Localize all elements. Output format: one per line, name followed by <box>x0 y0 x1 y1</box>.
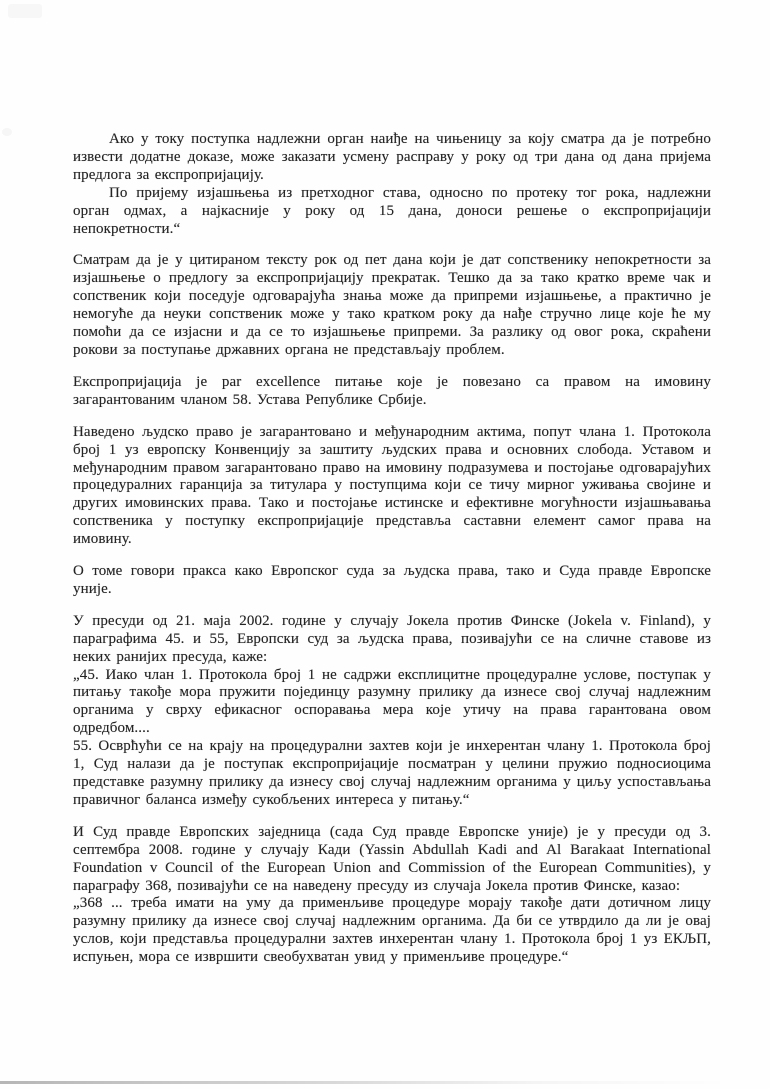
paragraph-kadi-judgment-intro: И Суд правде Европских заједница (сада Суд правде Европске уније) је у пресуди од 3. септембра 2008. године у случају Кади (Yassin Abdullah Kadi and Al Barakaat International Foundation v Council of the European Union and Commission of the European Communities), у параграфу 368, позивајући се на наведену пресуду из случаја Јокела против Финске, казао: <box>73 823 711 894</box>
paragraph-jokela-judgment-intro: У пресуди од 21. маја 2002. године у случају Јокела против Финске (Jokela v. Finland), у параграфима 45. и 55, Европски суд за људска права, позивајући се на сличне ставове из неких ранијих пресуда, каже: <box>73 612 711 665</box>
scan-artifact-line <box>0 1081 770 1084</box>
paragraph-jokela-quote-45: „45. Иако члан 1. Протокола број 1 не садржи експлицитне процедуралне услове, поступак у питању такође мора пружити појединцу разумну прилику да изнесе свој случај надлежним органима у сврху ефикасног оспоравања мера које утичу на права гарантована овом одредбом.... <box>73 666 711 737</box>
paragraph-expropriation-property-right: Експропријација је par excellence питање које је повезано са правом на имовину загарантованим чланом 58. Устава Републике Србије. <box>73 373 711 408</box>
paragraph-commentary-five-day-deadline: Сматрам да је у цитираном тексту рок од пет дана који је дат сопственику непокретности за изјашњење о предлогу за експропријацију прекратак. Тешко да за тако кратко време чак и сопственик који поседује одговарајућа знања може да припреми изјашњење, а практично је немогуће да неуки сопственик може у тако кратком року да нађе стручно лице које ће му помоћи да се изјасни и да се то изјашњење припреми. За разлику од овог рока, скраћени рокови за поступање државних органа не представљају проблем. <box>73 252 711 358</box>
paragraph-international-acts: Наведено људско право је загарантовано и међународним актима, попут члана 1. Протокола број 1 уз европску Конвенцију за заштиту људских права и основних слобода. Уставом и међународним правом загарантовано право на имовину подразумева и постојање одговарајућих процедуралних гаранција за титулара у поступцима који се тичу мирног уживања својине и других имовинских права. Тако и постојање истинске и ефективне могућности изјашњавања сопственика у поступку експропријације представља саставни елемент самог права на имовину. <box>73 423 711 548</box>
scan-artifact-speck <box>8 4 42 18</box>
paragraph-law-quote-decision-deadline: По пријему изјашњења из претходног става, односно по протеку тог рока, надлежни орган одмах, а најкасније у року од 15 дана, доноси решење о експропријацији непокретности.“ <box>73 184 711 237</box>
scan-artifact-speck <box>2 128 12 136</box>
paragraph-case-law-intro: О томе говори пракса како Европског суда за људска права, тако и Суда правде Европске уније. <box>73 563 711 597</box>
paragraph-jokela-quote-55: 55. Осврћући се на крају на процедурални захтев који је инхерентан члану 1. Протокола број 1, Суд налази да је поступак експропријације посматран у целини пружио подносиоцима представке разумну прилику да изнесу свој случај надлежним органима у циљу успостављања правичног баланса између сукобљених интереса у питању.“ <box>73 738 711 808</box>
paragraph-kadi-quote-368: „368 ... треба имати на уму да применљиве процедуре морају такође дати дотичном лицу разумну прилику да изнесе свој случај надлежним органима. Да би се утврдило да ли је овај услов, који представља процедурални захтев инхерентан члану 1. Протокола број 1 уз ЕКЉП, испуњен, мора се извршити свеобухватан увид у применљиве процедуре.“ <box>73 895 711 966</box>
document-content <box>73 131 711 967</box>
paragraph-law-quote-hearing-deadline: Ако у току поступка надлежни орган наиђе на чињеницу за коју сматра да је потребно извести додатне доказе, може заказати усмену расправу у року од три дана од дана пријема предлога за експропријацију. <box>73 131 711 183</box>
